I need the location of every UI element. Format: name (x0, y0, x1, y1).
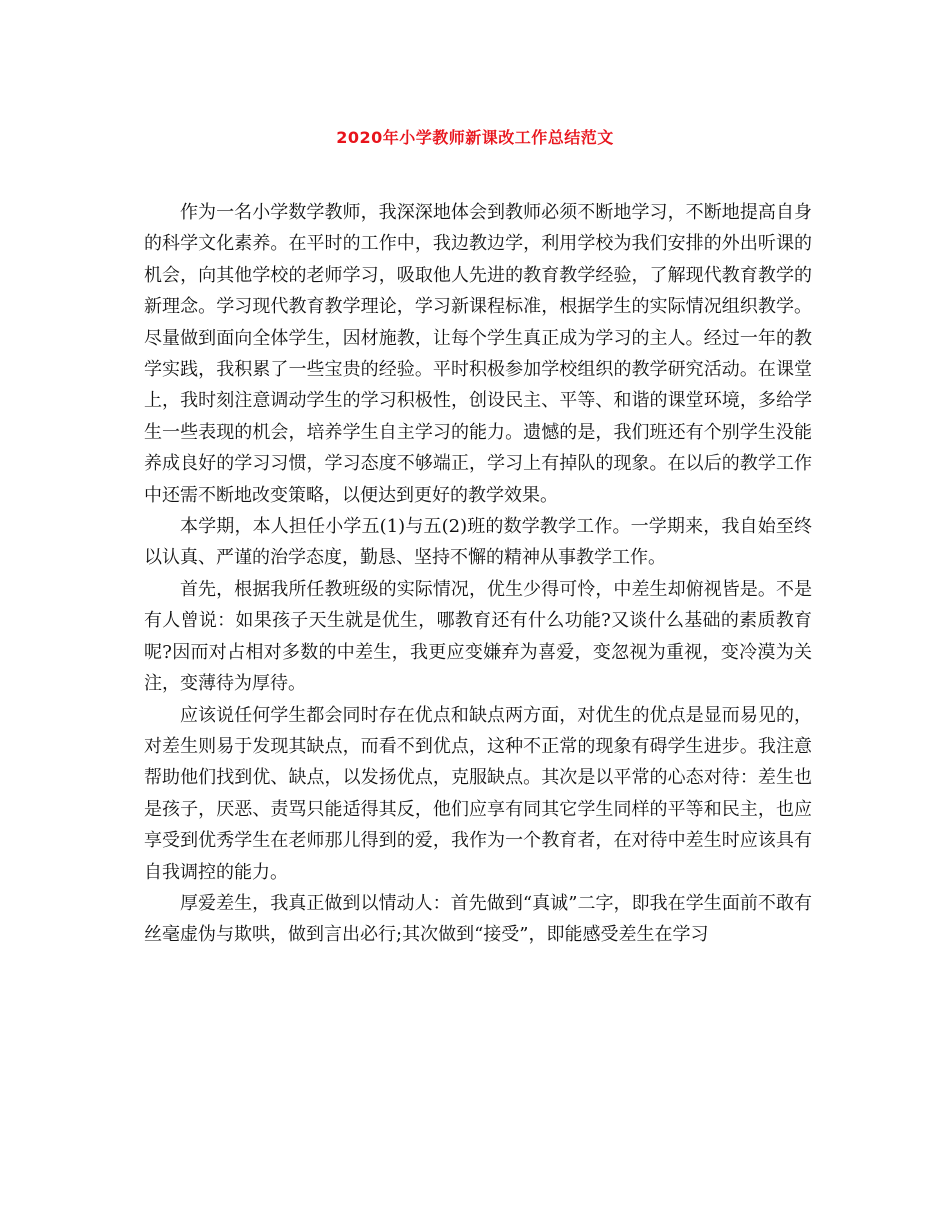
paragraph-2: 本学期，本人担任小学五(1)与五(2)班的数学教学工作。一学期来，我自始至终以认真、严谨的治学态度，勤恳、坚持不懈的精神从事教学工作。 (144, 516, 812, 569)
paragraph-1: 作为一名小学数学教师，我深深地体会到教师必须不断地学习，不断地提高自身的科学文化素养。在平时的工作中，我边教边学，利用学校为我们安排的外出听课的机会，向其他学校的老师学习，吸取他人先进的教育教学经验，了解现代教育教学的新理念。学习现代教育教学理论，学习新课程标准，根据学生的实际情况组织教学。尽量做到面向全体学生，因材施教，让每个学生真正成为学习的主人。经过一年的教学实践，我积累了一些宝贵的经验。平时积极参加学校组织的教学研究活动。在课堂上，我时刻注意调动学生的学习积极性，创设民主、平等、和谐的课堂环境，多给学生一些表现的机会，培养学生自主学习的能力。遗憾的是，我们班还有个别学生没能养成良好的学习习惯，学习态度不够端正，学习上有掉队的现象。在以后的教学工作中还需不断地改变策略，以便达到更好的教学效果。 (144, 202, 812, 506)
paragraph-4: 应该说任何学生都会同时存在优点和缺点两方面，对优生的优点是显而易见的，对差生则易于发现其缺点，而看不到优点，这种不正常的现象有碍学生进步。我注意帮助他们找到优、缺点，以发扬优点，克服缺点。其次是以平常的心态对待：差生也是孩子，厌恶、责骂只能适得其反，他们应享有同其它学生同样的平等和民主，也应享受到优秀学生在老师那儿得到的爱，我作为一个教育者，在对待中差生时应该具有自我调控的能力。 (144, 704, 812, 883)
document-title: 2020年小学教师新课改工作总结范文 (336, 128, 614, 147)
document-body (144, 197, 812, 951)
paragraph-3: 首先，根据我所任教班级的实际情况，优生少得可怜，中差生却俯视皆是。不是有人曾说：如果孩子天生就是优生，哪教育还有什么功能?又谈什么基础的素质教育呢?因而对占相对多数的中差生，我更应变嫌弃为喜爱，变忽视为重视，变冷漠为关注，变薄待为厚待。 (144, 578, 812, 695)
paragraph-5: 厚爱差生，我真正做到以情动人：首先做到“真诚”二字，即我在学生面前不敢有丝毫虚伪与欺哄，做到言出必行;其次做到“接受”，即能感受差生在学习 (144, 892, 812, 946)
